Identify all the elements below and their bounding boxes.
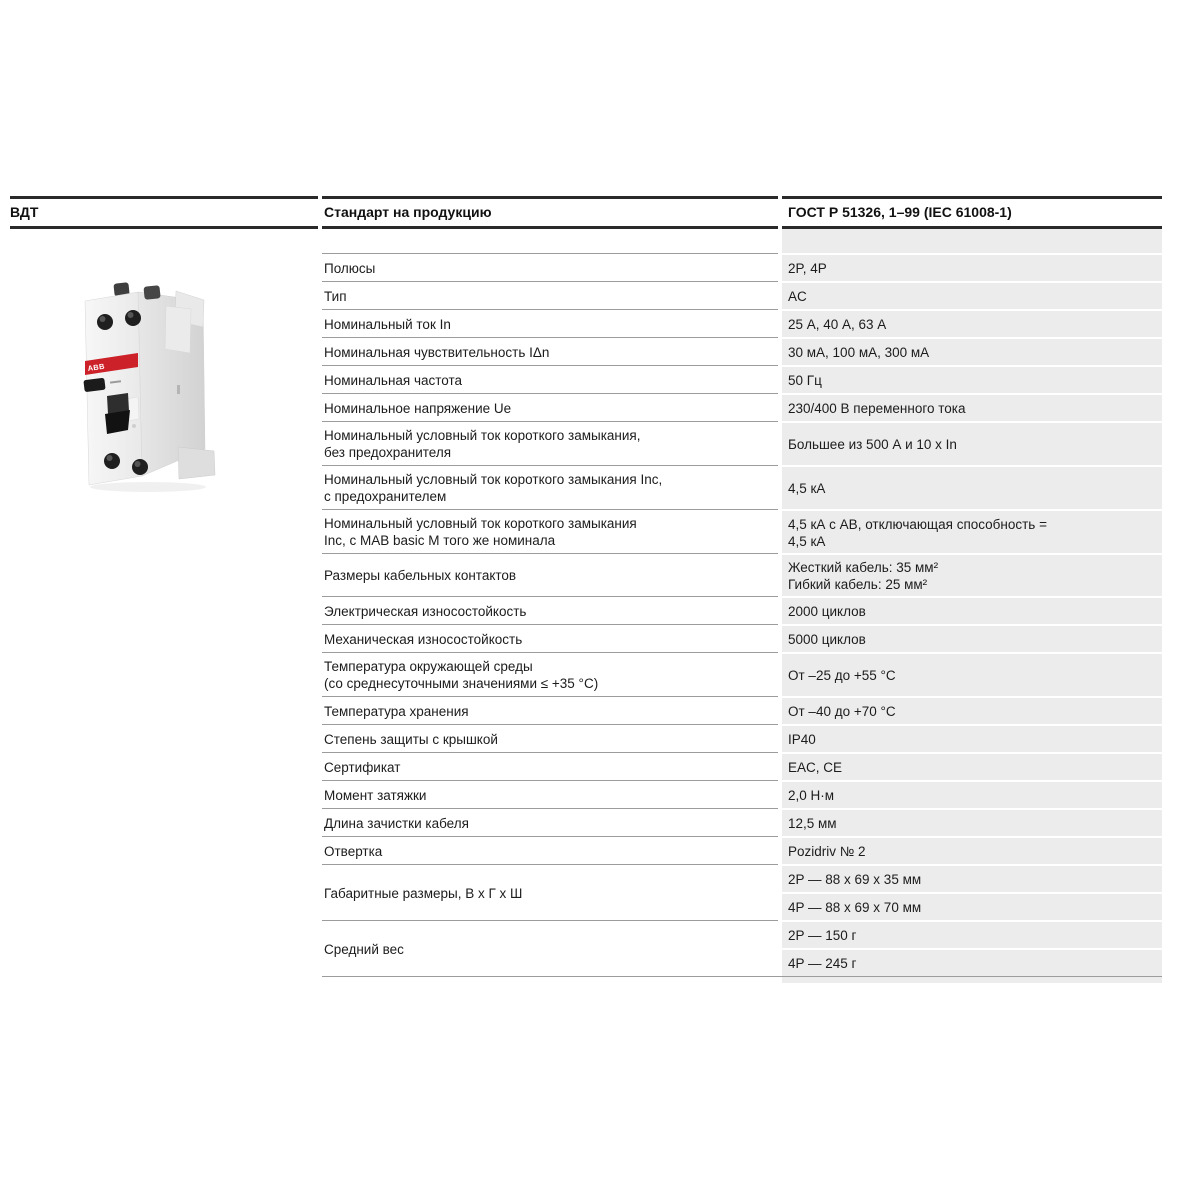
table-row [322, 393, 1162, 421]
row-values [782, 465, 1162, 509]
row-values [782, 365, 1162, 393]
product-photo-column [10, 229, 318, 529]
row-label-line: Температура хранения [324, 703, 469, 719]
row-value-line: 4,5 кА [788, 481, 826, 496]
row-label [322, 393, 778, 421]
row-values [782, 724, 1162, 752]
spec-table [322, 229, 1162, 977]
section-title: ВДТ [10, 196, 318, 229]
table-row [322, 864, 1162, 920]
row-value [782, 253, 1162, 281]
row-label-line: Номинальное напряжение Ue [324, 400, 512, 416]
row-value-line: Большее из 500 А и 10 x In [788, 437, 957, 452]
row-label [322, 365, 778, 393]
row-value-line: 4P — 245 г [788, 956, 857, 971]
row-value-line: IP40 [788, 732, 816, 747]
din-rail-clips [138, 291, 215, 479]
row-label [322, 509, 778, 553]
row-label [322, 752, 778, 780]
row-values [782, 752, 1162, 780]
toggle-lever [105, 393, 139, 434]
row-value [782, 948, 1162, 976]
brand-logo-text: ABB [87, 361, 106, 373]
row-value-line: Pozidriv № 2 [788, 844, 866, 859]
row-value [782, 752, 1162, 780]
row-label [322, 553, 778, 596]
table-row [322, 752, 1162, 780]
row-values [782, 393, 1162, 421]
row-value-line: Гибкий кабель: 25 мм² [788, 577, 928, 592]
row-values [782, 253, 1162, 281]
row-value-line: 2P — 150 г [788, 928, 857, 943]
row-value [782, 553, 1162, 596]
row-label-line: Температура окружающей среды [324, 659, 533, 674]
row-value-line: 2P, 4P [788, 261, 827, 276]
row-value-line: 4,5 кА [788, 533, 826, 549]
row-values [782, 696, 1162, 724]
row-value [782, 465, 1162, 509]
value-column-tail [782, 977, 1162, 983]
spacer-value [782, 229, 1162, 253]
row-values [782, 624, 1162, 652]
row-value-line: Жесткий кабель: 35 мм² [788, 560, 939, 575]
row-values [782, 780, 1162, 808]
row-label-line: (со среднесуточными значениями ≤ +35 °C) [324, 676, 599, 691]
row-value [782, 808, 1162, 836]
row-value [782, 624, 1162, 652]
row-value [782, 309, 1162, 337]
row-label [322, 836, 778, 864]
row-value-line: 4,5 кА с АВ, отключающая способность = [788, 516, 1047, 532]
row-label-line: без предохранителя [324, 445, 452, 460]
table-row [322, 337, 1162, 365]
row-label-line: Номинальный условный ток короткого замыкания [324, 516, 637, 531]
row-value [782, 780, 1162, 808]
table-row [322, 421, 1162, 465]
section-body [10, 229, 1162, 983]
row-value-line: 2000 циклов [788, 604, 866, 619]
row-label [322, 281, 778, 309]
row-value-line: От –25 до +55 °C [788, 668, 896, 683]
row-label-line: Длина зачистки кабеля [324, 815, 469, 831]
row-value [782, 920, 1162, 948]
row-value [782, 365, 1162, 393]
row-label [322, 253, 778, 281]
row-label [322, 337, 778, 365]
product-photo [78, 279, 228, 497]
row-value-line: 30 мА, 100 мА, 300 мА [788, 345, 930, 360]
row-value-line: 2P — 88 x 69 x 35 мм [788, 872, 922, 887]
row-label [322, 696, 778, 724]
row-label [322, 808, 778, 836]
row-label [322, 624, 778, 652]
row-values [782, 509, 1162, 553]
row-values [782, 553, 1162, 596]
table-row [322, 253, 1162, 281]
row-label-line: Средний вес [324, 941, 404, 957]
row-label [322, 724, 778, 752]
row-label-line: Размеры кабельных контактов [324, 568, 517, 583]
row-value-line: 12,5 мм [788, 816, 837, 831]
row-label-line: Номинальный условный ток короткого замыкания Inc, [324, 472, 663, 487]
row-values [782, 596, 1162, 624]
row-label [322, 421, 778, 465]
param-column-header: Стандарт на продукцию [322, 196, 778, 229]
value-column-header: ГОСТ Р 51326, 1–99 (IEC 61008-1) [782, 196, 1162, 229]
row-value-line: От –40 до +70 °C [788, 704, 896, 719]
row-value-line: EAC, CE [788, 760, 843, 775]
row-label-line: Полюсы [324, 260, 376, 276]
table-row [322, 836, 1162, 864]
table-row [322, 780, 1162, 808]
spacer-label [322, 229, 778, 253]
row-label-line: Номинальная частота [324, 372, 463, 388]
row-label [322, 652, 778, 696]
spec-table-column [322, 229, 1162, 983]
row-value [782, 864, 1162, 892]
row-values [782, 864, 1162, 920]
row-label [322, 920, 778, 976]
row-label [322, 864, 778, 920]
row-value [782, 652, 1162, 696]
spec-section [10, 196, 1162, 983]
row-value-line: 2,0 Н·м [788, 788, 835, 803]
row-values [782, 421, 1162, 465]
row-label [322, 465, 778, 509]
row-label-line: Электрическая износостойкость [324, 603, 527, 619]
row-values [782, 808, 1162, 836]
row-value-line: 4P — 88 x 69 x 70 мм [788, 900, 922, 915]
table-row [322, 596, 1162, 624]
table-row [322, 509, 1162, 553]
table-row [322, 624, 1162, 652]
row-values [782, 337, 1162, 365]
row-value [782, 509, 1162, 553]
row-label-line: Номинальный условный ток короткого замыкания, [324, 428, 641, 443]
row-value [782, 724, 1162, 752]
row-label-line: Степень защиты с крышкой [324, 731, 498, 747]
row-value [782, 696, 1162, 724]
row-label-line: Inc, с MAB basic M того же номинала [324, 533, 556, 548]
row-value [782, 281, 1162, 309]
row-value-line: 230/400 В переменного тока [788, 401, 966, 416]
row-label [322, 596, 778, 624]
row-label [322, 309, 778, 337]
table-row [322, 696, 1162, 724]
table-spacer-row [322, 229, 1162, 253]
row-values [782, 836, 1162, 864]
table-row [322, 281, 1162, 309]
table-row [322, 553, 1162, 596]
row-value-line: 25 А, 40 А, 63 А [788, 317, 887, 332]
row-value [782, 393, 1162, 421]
row-label-line: Сертификат [324, 759, 401, 775]
row-values [782, 920, 1162, 976]
device-shadow [90, 482, 206, 492]
row-value [782, 836, 1162, 864]
row-label-line: Габаритные размеры, В х Г х Ш [324, 885, 523, 901]
table-row [322, 465, 1162, 509]
table-row [322, 808, 1162, 836]
row-label-line: с предохранителем [324, 489, 447, 504]
spec-table-rows [322, 253, 1162, 976]
row-label-line: Номинальный ток In [324, 316, 451, 332]
table-row [322, 652, 1162, 696]
row-label-line: Механическая износостойкость [324, 631, 523, 647]
row-values [782, 652, 1162, 696]
row-values [782, 281, 1162, 309]
row-label-line: Момент затяжки [324, 787, 427, 803]
section-header [10, 196, 1162, 229]
row-value [782, 337, 1162, 365]
row-value [782, 421, 1162, 465]
row-label-line: Тип [324, 288, 347, 304]
table-row [322, 724, 1162, 752]
row-value-line: 50 Гц [788, 373, 822, 388]
row-label-line: Номинальная чувствительность IΔn [324, 344, 550, 360]
table-row [322, 365, 1162, 393]
row-label [322, 780, 778, 808]
row-label-line: Отвертка [324, 843, 383, 859]
row-value [782, 596, 1162, 624]
table-row [322, 920, 1162, 976]
table-row [322, 309, 1162, 337]
row-value-line: AC [788, 289, 807, 304]
row-value [782, 892, 1162, 920]
row-values [782, 309, 1162, 337]
row-value-line: 5000 циклов [788, 632, 866, 647]
